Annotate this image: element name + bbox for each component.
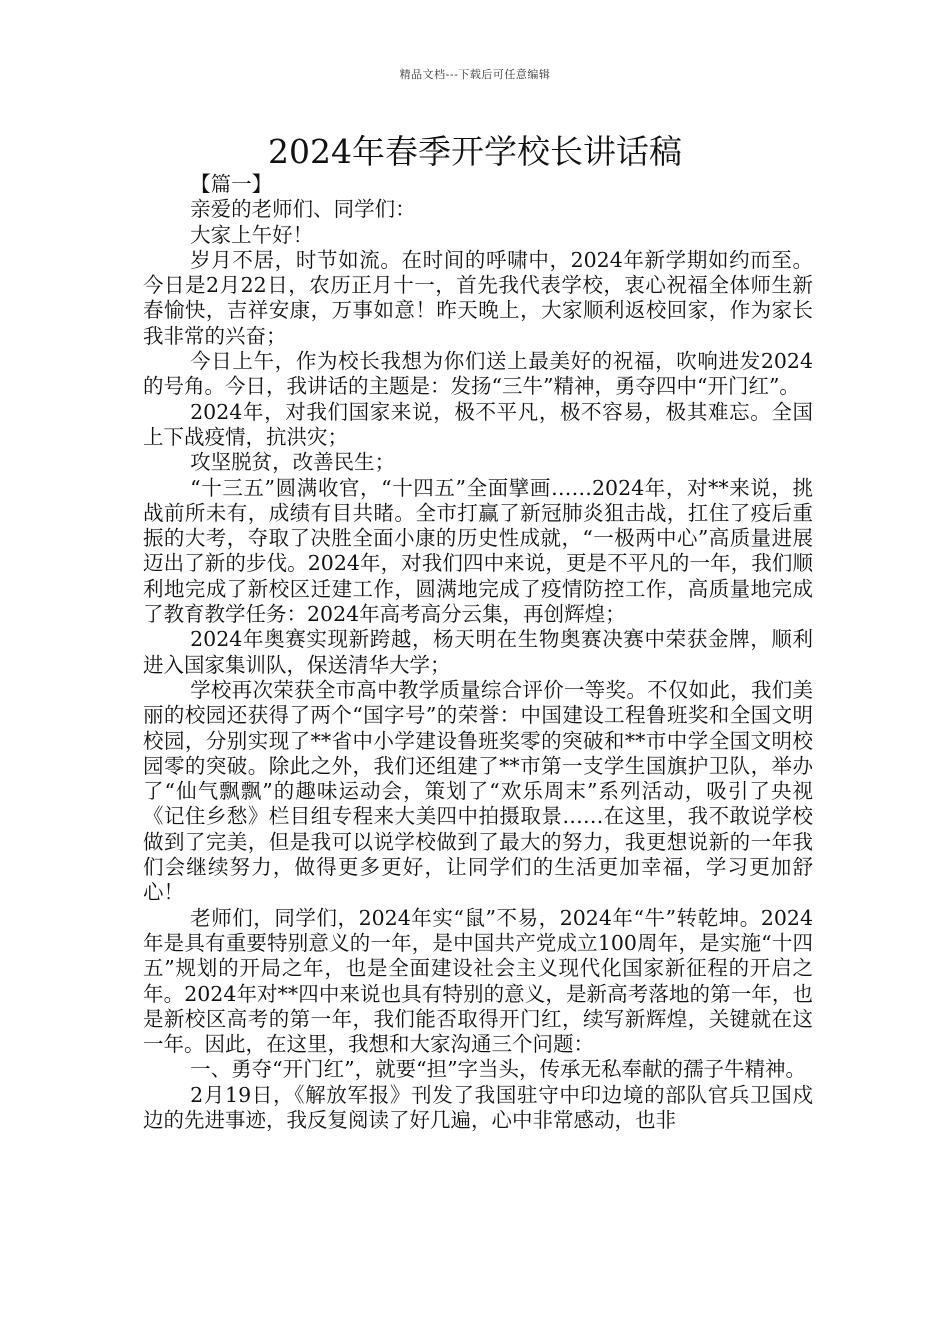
body-paragraph: 老师们，同学们，2024年实“鼠”不易，2024年“牛”转乾坤。2024年是具有重要特别意义的一年，是中国共产党成立100周年，是实施“十四五”规划的开局之年，也是全面建设社会主义现代化国家新征程的开启之年。2024年对**四中来说也具有特别的意义，是新高考落地的第一年，也是新校区高考的第一年，我们能否取得开门红，续写新辉煌，关键就在这一年。因此，在这里，我想和大家沟通三个问题： <box>143 905 813 1057</box>
header-note: 精品文档---下载后可任意编辑 <box>399 68 551 81</box>
greeting-line: 亲爱的老师们、同学们： <box>190 197 416 222</box>
section-heading: 一、勇夺“开门红”，就要“担”字当头，传承无私奉献的孺子牛精神。 <box>190 1057 807 1082</box>
body-paragraph: “十三五”圆满收官，“十四五”全面擘画……2024年，对**来说，挑战前所未有，成绩有目共睹。全市打赢了新冠肺炎狙击战，扛住了疫后重振的大考，夺取了决胜全面小康的历史性成就，“一极两中心”高质量进展迈出了新的步伐。2024年，对我们四中来说，更是不平凡的一年，我们顺利地完成了新校区迁建工作，圆满地完成了疫情防控工作，高质量地完成了教育教学任务：2024年高考高分云集，再创辉煌； <box>143 475 813 627</box>
document-body <box>143 172 813 1133</box>
body-paragraph: 今日上午，作为校长我想为你们送上最美好的祝福，吹响进发2024的号角。今日，我讲话的主题是：发扬“三牛”精神，勇夺四中“开门红”。 <box>143 349 813 399</box>
body-paragraph: 岁月不居，时节如流。在时间的呼啸中，2024年新学期如约而至。今日是2月22日，农历正月十一，首先我代表学校，衷心祝福全体师生新春愉快，吉祥安康，万事如意！昨天晚上，大家顺利返校回家，作为家长我非常的兴奋； <box>143 247 813 348</box>
document-title: 2024年春季开学校长讲话稿 <box>268 132 682 171</box>
section-label: 【篇一】 <box>190 172 273 196</box>
body-paragraph: 攻坚脱贫，改善民生； <box>190 450 396 475</box>
body-paragraph: 学校再次荣获全市高中教学质量综合评价一等奖。不仅如此，我们美丽的校园还获得了两个“国字号”的荣誉：中国建设工程鲁班奖和全国文明校园，分别实现了**省中小学建设鲁班奖零的突破和**市中学全国文明校园零的突破。除此之外，我们还组建了**市第一支学生国旗护卫队，举办了“仙气飘飘”的趣味运动会，策划了“欢乐周末”系列活动，吸引了央视《记住乡愁》栏目组专程来大美四中拍摄取景……在这里，我不敢说学校做到了完美，但是我可以说学校做到了最大的努力，我更想说新的一年我们会继续努力，做得更多更好，让同学们的生活更加幸福，学习更加舒心！ <box>143 677 813 905</box>
greeting-line: 大家上午好！ <box>190 222 314 247</box>
body-paragraph: 2月19日，《解放军报》刊发了我国驻守中印边境的部队官兵卫国戍边的先进事迹，我反复阅读了好几遍，心中非常感动，也非 <box>143 1082 813 1132</box>
body-paragraph: 2024年，对我们国家来说，极不平凡，极不容易，极其难忘。全国上下战疫情，抗洪灾； <box>143 399 813 449</box>
body-paragraph: 2024年奥赛实现新跨越，杨天明在生物奥赛决赛中荣获金牌，顺利进入国家集训队，保送清华大学； <box>143 627 813 677</box>
